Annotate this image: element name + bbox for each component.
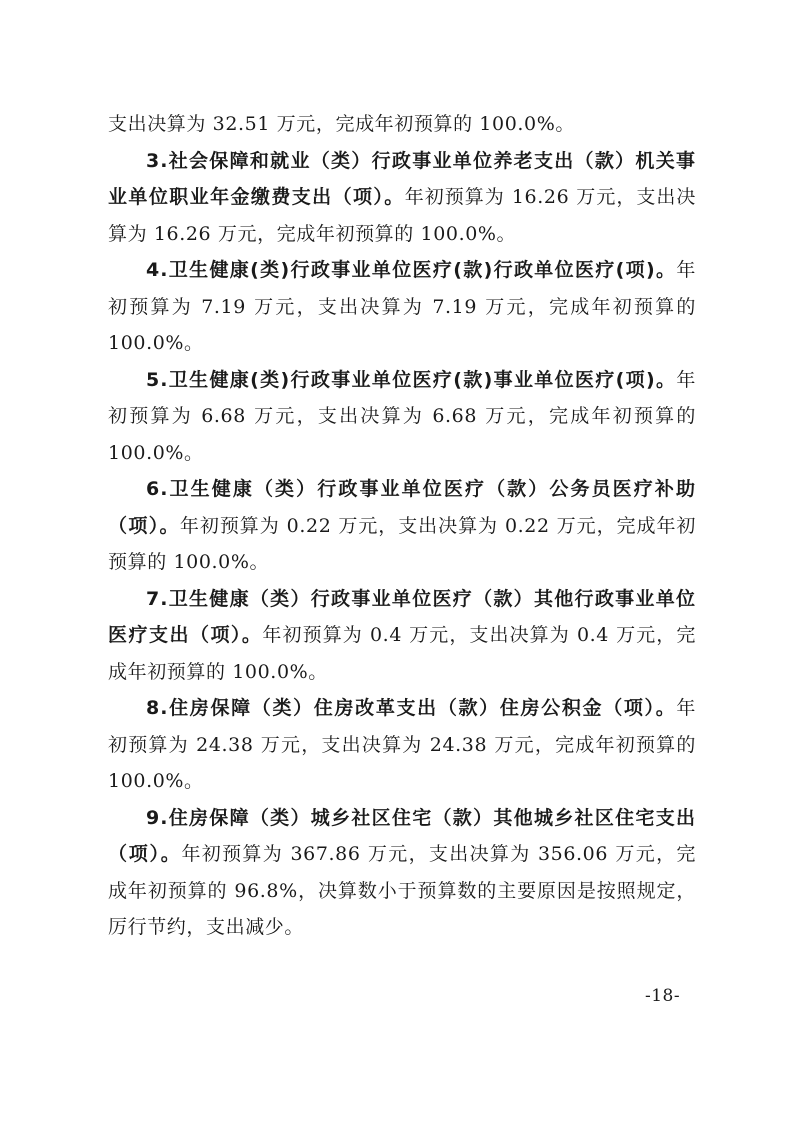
item-heading: 4.卫生健康(类)行政事业单位医疗(款)行政单位医疗(项)。: [146, 259, 677, 281]
lead-text: 支出决算为 32.51 万元，完成年初预算的 100.0%。: [108, 113, 575, 135]
item-paragraph-4: [108, 252, 696, 362]
item-paragraph-9: [108, 800, 696, 946]
item-heading: 7.卫生健康（类）行政事业单位医疗（款）其他行政事业单位医疗支出（项）。: [108, 587, 696, 646]
item-heading: 6.卫生健康（类）行政事业单位医疗（款）公务员医疗补助（项）。: [108, 478, 696, 537]
lead-paragraph: [108, 106, 696, 143]
item-heading: 9.住房保障（类）城乡社区住宅（款）其他城乡社区住宅支出（项）。: [108, 806, 696, 865]
item-paragraph-8: [108, 690, 696, 800]
item-heading: 5.卫生健康(类)行政事业单位医疗(款)事业单位医疗(项)。: [146, 368, 677, 391]
item-body: 年初预算为 6.68 万元，支出决算为 6.68 万元，完成年初预算的 100.0%。: [108, 368, 696, 464]
item-heading: 3.社会保障和就业（类）行政事业单位养老支出（款）机关事业单位职业年金缴费支出（项）。: [108, 149, 696, 208]
item-body: 年初预算为 0.22 万元，支出决算为 0.22 万元，完成年初预算的 100.0%。: [108, 514, 696, 573]
item-paragraph-5: [108, 362, 696, 472]
item-paragraph-3: [108, 143, 696, 253]
item-body: 年初预算为 0.4 万元，支出决算为 0.4 万元，完成年初预算的 100.0%。: [108, 624, 696, 683]
page-number: -18-: [645, 986, 681, 1006]
item-body: 年初预算为 367.86 万元，支出决算为 356.06 万元，完成年初预算的 96.8%，决算数小于预算数的主要原因是按照规定，厉行节约，支出减少。: [108, 843, 696, 938]
item-paragraph-6: [108, 471, 696, 581]
item-body: 年初预算为 24.38 万元，支出决算为 24.38 万元，完成年初预算的 100.0%。: [108, 697, 696, 792]
item-body: 年初预算为 7.19 万元，支出决算为 7.19 万元，完成年初预算的 100.0%。: [108, 259, 696, 354]
document-page: [108, 106, 696, 946]
item-body: 年初预算为 16.26 万元，支出决算为 16.26 万元，完成年初预算的 100.0%。: [108, 186, 696, 245]
item-paragraph-7: [108, 581, 696, 691]
item-heading: 8.住房保障（类）住房改革支出（款）住房公积金（项）。: [146, 697, 677, 719]
